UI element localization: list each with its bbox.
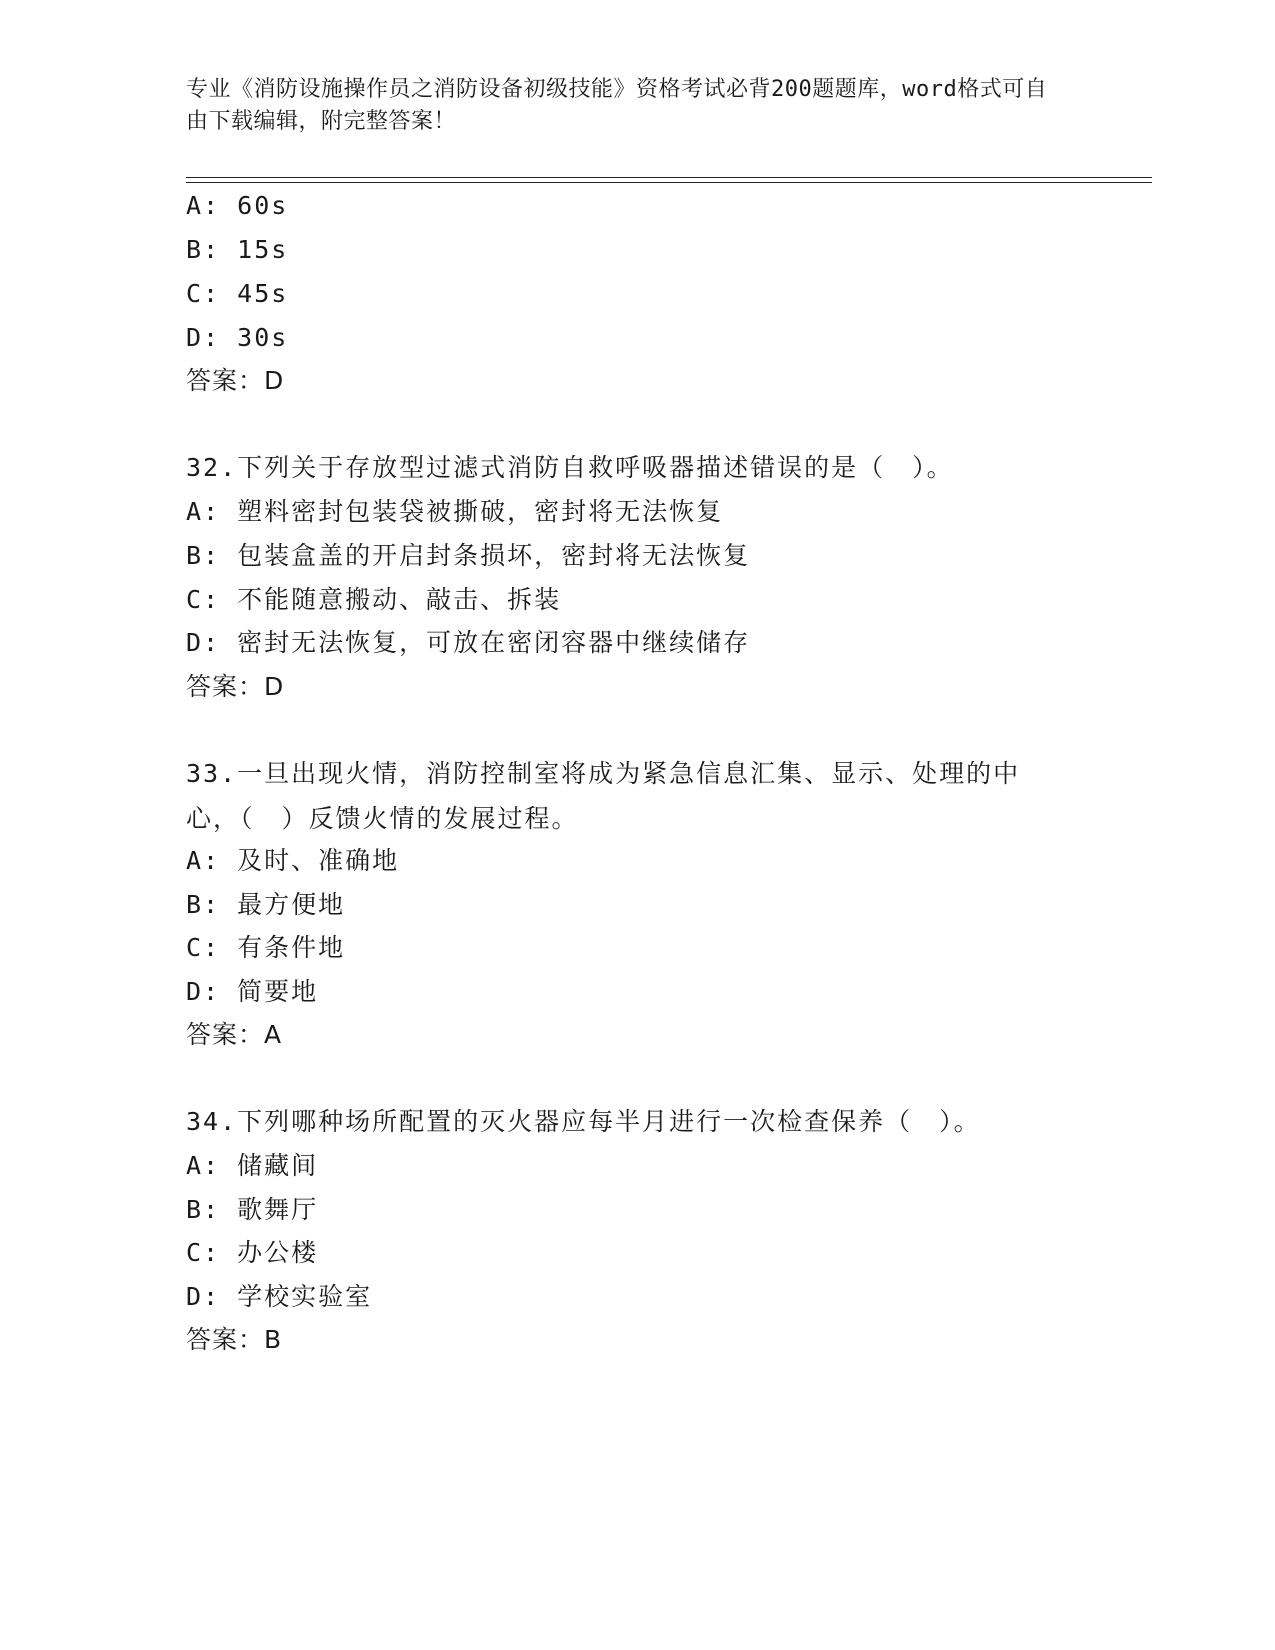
q32-option-b: B: 包装盒盖的开启封条损坏，密封将无法恢复 xyxy=(186,541,751,570)
q33-option-d: D: 简要地 xyxy=(186,977,319,1006)
q33-question: 33.一旦出现火情，消防控制室将成为紧急信息汇集、显示、处理的中心，（ ）反馈火情的发展过程。 xyxy=(186,759,1021,833)
q31-option-c: C: 45s xyxy=(186,279,289,308)
header-divider-top xyxy=(186,177,1152,178)
q34-option-d: D: 学校实验室 xyxy=(186,1282,373,1311)
q32-answer: 答案：D xyxy=(186,672,285,701)
q33-option-a: A: 及时、准确地 xyxy=(186,846,400,875)
q32-question: 32.下列关于存放型过滤式消防自救呼吸器描述错误的是（ ）。 xyxy=(186,453,954,482)
q34-option-b: B: 歌舞厅 xyxy=(186,1195,319,1224)
q34-option-c: C: 办公楼 xyxy=(186,1238,319,1267)
q34-option-a: A: 储藏间 xyxy=(186,1151,319,1180)
q33-option-c: C: 有条件地 xyxy=(186,933,346,962)
q33-answer: 答案：A xyxy=(186,1020,283,1049)
document-header: 专业《消防设施操作员之消防设备初级技能》资格考试必背200题题库，word格式可自由下载编辑，附完整答案！ xyxy=(186,77,1048,134)
q34-answer: 答案：B xyxy=(186,1325,283,1354)
q33-option-b: B: 最方便地 xyxy=(186,890,346,919)
q32-option-c: C: 不能随意搬动、敲击、拆装 xyxy=(186,585,562,614)
q32-option-a: A: 塑料密封包装袋被撕破，密封将无法恢复 xyxy=(186,497,724,526)
q31-option-d: D: 30s xyxy=(186,323,289,352)
q31-option-a: A: 60s xyxy=(186,191,289,220)
header-divider-bottom xyxy=(186,182,1152,183)
q34-question: 34.下列哪种场所配置的灭火器应每半月进行一次检查保养（ ）。 xyxy=(186,1107,981,1136)
q31-answer: 答案：D xyxy=(186,366,285,395)
q31-option-b: B: 15s xyxy=(186,235,289,264)
q32-option-d: D: 密封无法恢复，可放在密闭容器中继续储存 xyxy=(186,628,751,657)
